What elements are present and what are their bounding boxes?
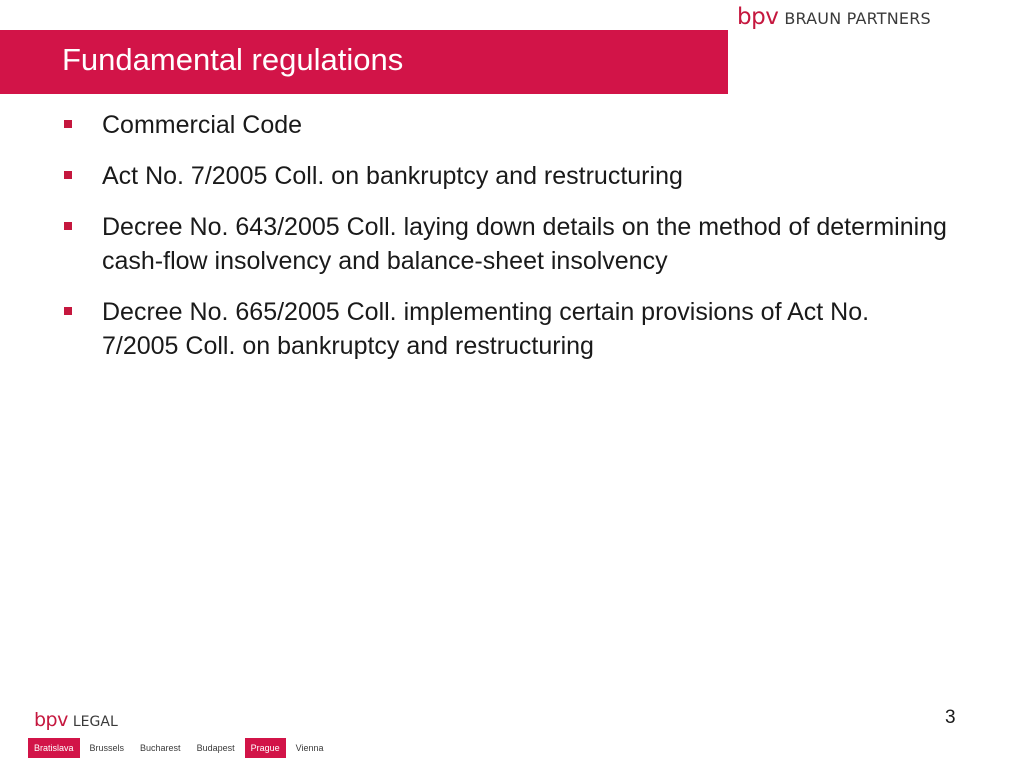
list-item: [62, 210, 952, 278]
bullet-marker-icon: [64, 222, 72, 230]
list-item: [62, 159, 952, 193]
logo-mark: bpv: [737, 4, 779, 30]
bullet-list: [62, 108, 952, 380]
city-bucharest: Bucharest: [140, 743, 181, 753]
city-brussels: Brussels: [89, 743, 125, 753]
city-budapest: Budapest: [196, 743, 235, 753]
logo-text: BRAUN PARTNERS: [784, 9, 931, 28]
list-item: [62, 108, 952, 142]
city-vienna: Vienna: [295, 743, 324, 753]
bullet-marker-icon: [64, 120, 72, 128]
page-number: 3: [945, 707, 956, 728]
bpv-legal-logo: [34, 709, 118, 731]
list-item-text: Decree No. 643/2005 Coll. laying down details on the method of determining cash-flow insolvency and balance-sheet insolvency: [102, 213, 947, 275]
footer-logo-text: LEGAL: [72, 714, 118, 730]
bullet-marker-icon: [64, 171, 72, 179]
city-bratislava: Bratislava: [28, 738, 80, 758]
bpv-braun-partners-logo: [737, 4, 931, 30]
list-item: [62, 295, 952, 363]
footer-logo-mark: bpv: [34, 709, 68, 731]
bullet-marker-icon: [64, 307, 72, 315]
list-item-text: Act No. 7/2005 Coll. on bankruptcy and restructuring: [102, 162, 683, 190]
city-prague: Prague: [245, 738, 286, 758]
list-item-text: Decree No. 665/2005 Coll. implementing certain provisions of Act No. 7/2005 Coll. on bankruptcy and restructuring: [102, 298, 870, 360]
list-item-text: Commercial Code: [102, 111, 303, 139]
office-cities: [28, 738, 334, 758]
page-title: Fundamental regulations: [62, 42, 404, 77]
title-bar: [0, 30, 728, 94]
